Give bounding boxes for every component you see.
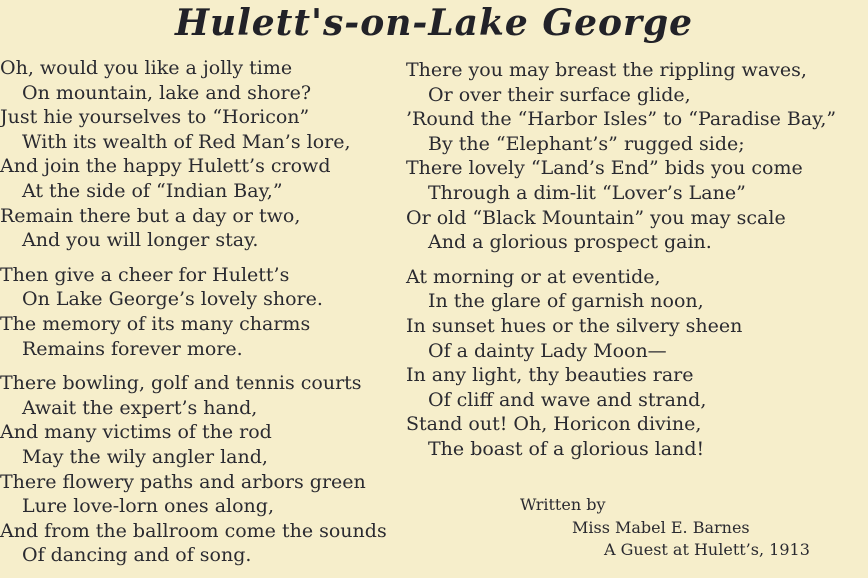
poem-line: There flowery paths and arbors green	[0, 470, 366, 493]
poem-line: By the “Elephant’s” rugged side;	[428, 132, 745, 155]
poem-line: With its wealth of Red Man’s lore,	[22, 130, 351, 153]
poem-title: Hulett's-on-Lake George	[174, 2, 694, 44]
stanza	[0, 56, 387, 253]
poem-left-column	[0, 56, 387, 578]
stanza	[0, 371, 387, 568]
poem-line: May the wily angler land,	[22, 445, 268, 468]
poem-line: ’Round the “Harbor Isles” to “Paradise Bay,”	[406, 108, 837, 131]
poem-line: In the glare of garnish noon,	[428, 290, 704, 313]
poem-line: On Lake George’s lovely shore.	[22, 288, 323, 311]
poem-line: Through a dim-lit “Lover’s Lane”	[428, 181, 746, 204]
poem-line: Of dancing and of song.	[22, 544, 252, 567]
poem-line: Or over their surface glide,	[428, 83, 691, 106]
poem-line: Await the expert’s hand,	[22, 396, 258, 419]
poem-line: And a glorious prospect gain.	[428, 231, 712, 254]
poem-line: Then give a cheer for Hulett’s	[0, 263, 290, 286]
poem-line: There you may breast the rippling waves,	[406, 59, 807, 81]
poem-line: Remain there but a day or two,	[0, 204, 301, 227]
poem-line: Just hie yourselves to “Horicon”	[0, 106, 310, 129]
poem-line: Remains forever more.	[22, 337, 243, 360]
poem-line: Stand out! Oh, Horicon divine,	[406, 413, 702, 436]
credit-note: A Guest at Hulett’s, 1913	[604, 540, 810, 559]
poem-line: And join the happy Hulett’s crowd	[0, 155, 331, 178]
poem-line: And many victims of the rod	[0, 421, 272, 444]
poem-line: Or old “Black Mountain” you may scale	[406, 206, 786, 229]
stanza	[406, 58, 836, 255]
stanza	[0, 263, 387, 361]
poem-line: On mountain, lake and shore?	[22, 81, 312, 104]
poem-line: Of cliff and wave and strand,	[428, 388, 707, 411]
poem-line: Lure love-lorn ones along,	[22, 495, 275, 518]
poem-line: The boast of a glorious land!	[428, 437, 705, 460]
poem-line: And you will longer stay.	[22, 229, 259, 252]
stanza	[406, 265, 836, 462]
poem-line: In sunset hues or the silvery sheen	[406, 314, 743, 337]
poem-line: There bowling, golf and tennis courts	[0, 372, 362, 395]
poem-line: And from the ballroom come the sounds	[0, 519, 387, 542]
poem-line: At the side of “Indian Bay,”	[22, 179, 283, 202]
credit-written-by: Written by	[520, 495, 606, 514]
poem-line: The memory of its many charms	[0, 312, 311, 335]
poem-line: At morning or at eventide,	[406, 265, 661, 288]
poem-right-column	[406, 58, 836, 472]
credit-author: Miss Mabel E. Barnes	[572, 518, 750, 537]
poem-line: In any light, thy beauties rare	[406, 364, 694, 387]
poem-line: Oh, would you like a jolly time	[0, 57, 293, 79]
poem-line: There lovely “Land’s End” bids you come	[406, 157, 803, 180]
poem-line: Of a dainty Lady Moon—	[428, 339, 667, 362]
